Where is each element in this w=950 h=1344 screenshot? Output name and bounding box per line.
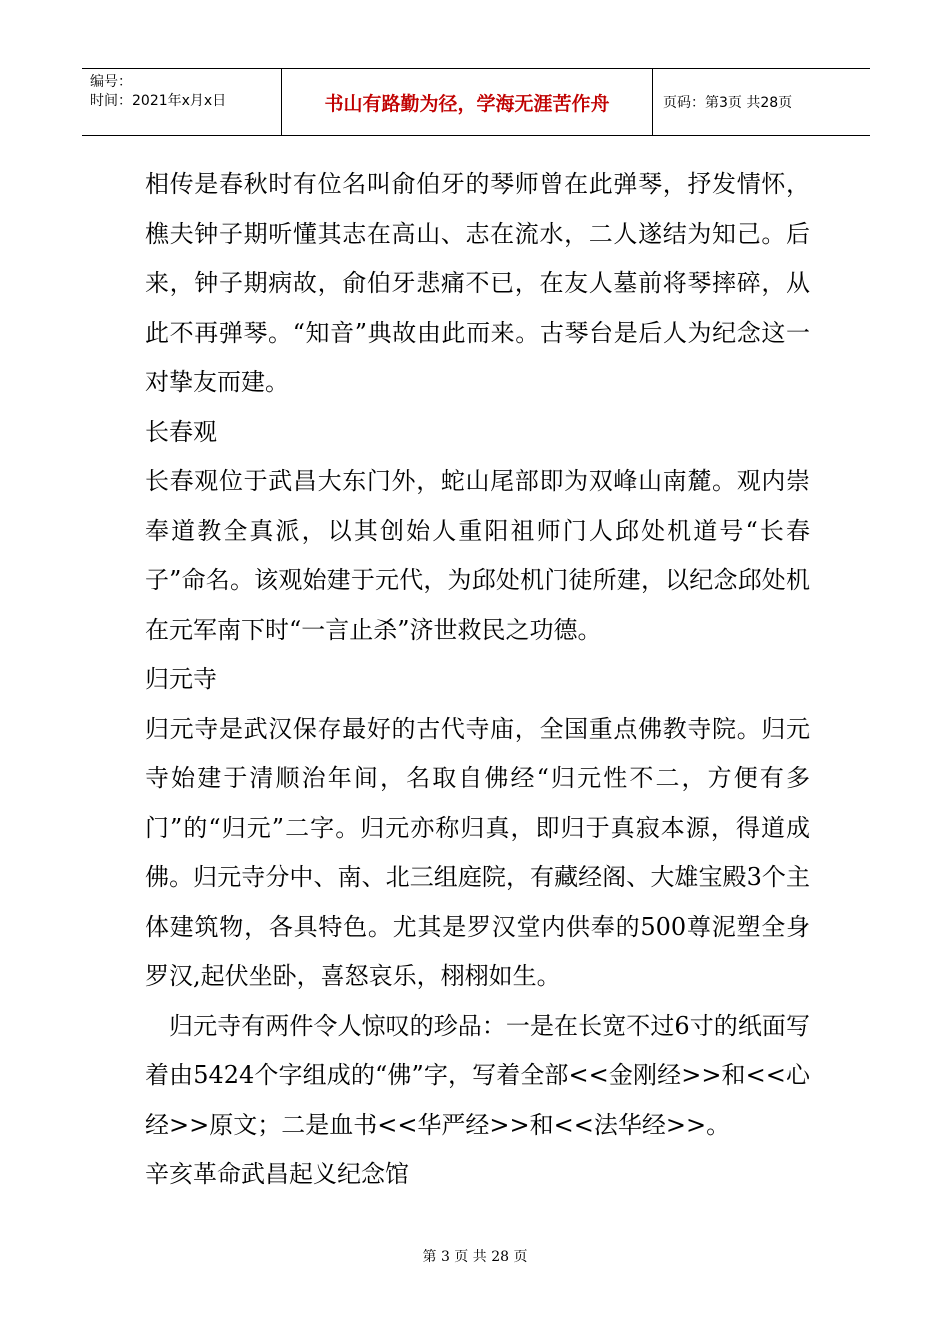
page-info: 页码：第3页 共28页 (663, 95, 793, 111)
header-meta-cell (82, 69, 282, 135)
motto-text: 书山有路勤为径，学海无涯苦作舟 (324, 92, 610, 115)
time-label: 时间：2021年x月x日 (90, 93, 227, 109)
number-label: 编号： (90, 74, 132, 90)
section-heading: 长春观 (145, 417, 217, 446)
header-page-cell (653, 69, 870, 135)
paragraph: 相传是春秋时有位名叫俞伯牙的琴师曾在此弹琴，抒发情怀，樵夫钟子期听懂其志在高山、志在流水，二人遂结为知己。后来，钟子期病故，俞伯牙悲痛不已，在友人墓前将琴摔碎，从此不再弹琴。“知音”典故由此而来。古琴台是后人为纪念这一对挚友而建。 (145, 170, 810, 396)
section-heading: 辛亥革命武昌起义纪念馆 (145, 1160, 409, 1188)
header-motto-cell (282, 69, 653, 135)
document-body (145, 160, 810, 1200)
paragraph: 归元寺是武汉保存最好的古代寺庙，全国重点佛教寺院。归元寺始建于清顺治年间，名取自佛经“归元性不二，方便有多门”的“归元”二字。归元亦称归真，即归于真寂本源，得道成佛。归元寺分中、南、北三组庭院，有藏经阁、大雄宝殿3个主体建筑物，各具特色。尤其是罗汉堂内供奉的500尊泥塑全身罗汉,起伏坐卧，喜怒哀乐，栩栩如生。 (145, 714, 810, 990)
section-heading: 归元寺 (145, 665, 217, 693)
paragraph: 归元寺有两件令人惊叹的珍品：一是在长宽不过6寸的纸面写着由5424个字组成的“佛”字，写着全部<<金刚经>>和<<心经>>原文；二是血书<<华严经>>和<<法华经>>。 (145, 1011, 810, 1139)
paragraph: 长春观位于武昌大东门外，蛇山尾部即为双峰山南麓。观内崇奉道教全真派，以其创始人重阳祖师门人邱处机道号“长春子”命名。该观始建于元代，为邱处机门徒所建，以纪念邱处机在元军南下时“一言止杀”济世救民之功德。 (145, 467, 810, 644)
page-footer: 第 3 页 共 28 页 (422, 1249, 528, 1265)
document-header (82, 68, 870, 136)
